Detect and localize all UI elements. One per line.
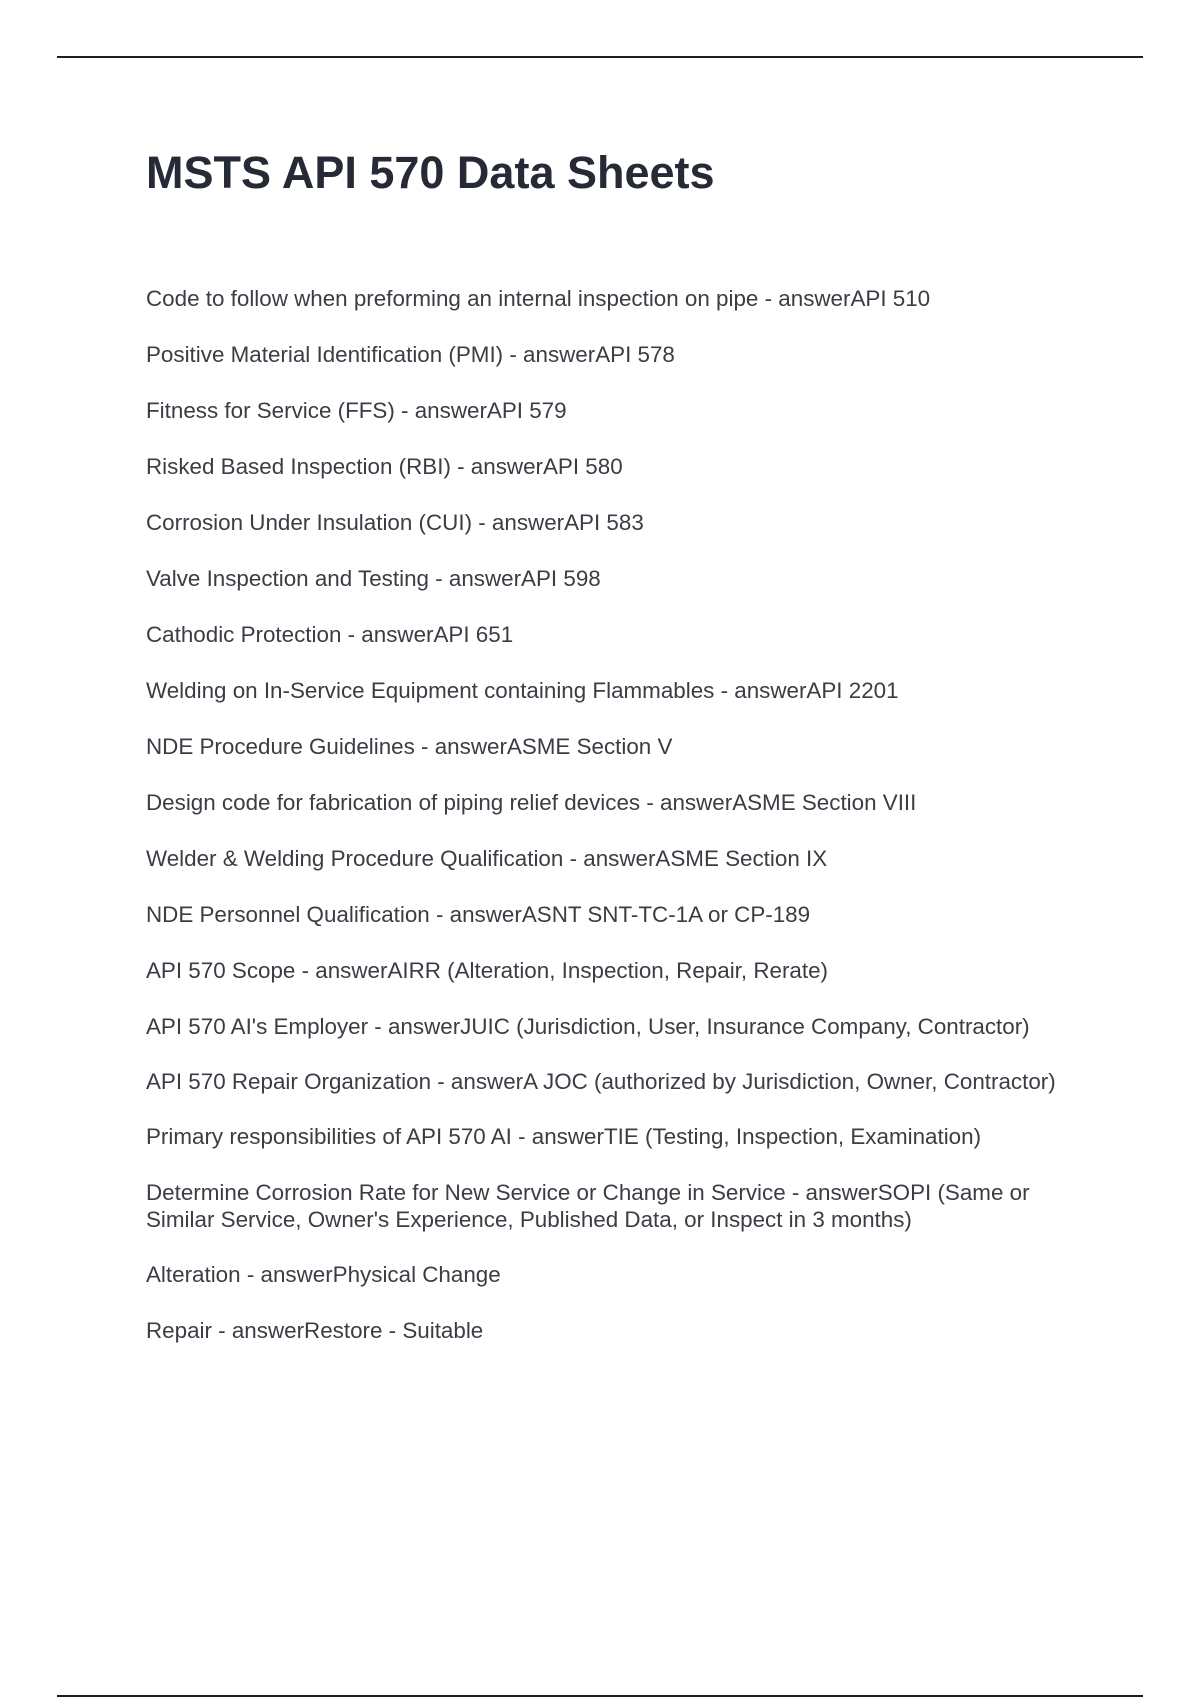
qa-entry: Risked Based Inspection (RBI) - answerAPI 580 [146, 454, 623, 479]
qa-entry: API 570 Repair Organization - answerA JOC (authorized by Jurisdiction, Owner, Contractor) [146, 1069, 1056, 1094]
top-rule [57, 56, 1143, 58]
qa-entry: NDE Personnel Qualification - answerASNT SNT-TC-1A or CP-189 [146, 902, 811, 927]
qa-entry: Alteration - answerPhysical Change [146, 1262, 501, 1287]
qa-entry: Design code for fabrication of piping relief devices - answerASME Section VIII [146, 790, 917, 815]
qa-entry: Code to follow when preforming an internal inspection on pipe - answerAPI 510 [146, 286, 931, 311]
qa-entry: Valve Inspection and Testing - answerAPI 598 [146, 566, 601, 591]
qa-entry: Determine Corrosion Rate for New Service or Change in Service - answerSOPI (Same or Similar Service, Owner's Experience, Published Data, or Inspect in 3 months) [146, 1180, 1030, 1232]
qa-entry: Corrosion Under Insulation (CUI) - answerAPI 583 [146, 510, 644, 535]
bottom-rule [57, 1695, 1143, 1697]
qa-entry: Primary responsibilities of API 570 AI - answerTIE (Testing, Inspection, Examination) [146, 1124, 982, 1149]
qa-list [146, 285, 1086, 1373]
qa-entry: Welding on In-Service Equipment containing Flammables - answerAPI 2201 [146, 678, 899, 703]
qa-entry: Cathodic Protection - answerAPI 651 [146, 622, 514, 647]
qa-entry: Fitness for Service (FFS) - answerAPI 579 [146, 398, 567, 423]
qa-entry: API 570 Scope - answerAIRR (Alteration, Inspection, Repair, Rerate) [146, 958, 828, 983]
page-title: MSTS API 570 Data Sheets [146, 147, 715, 198]
qa-entry: Welder & Welding Procedure Qualification - answerASME Section IX [146, 846, 828, 871]
qa-entry: API 570 AI's Employer - answerJUIC (Jurisdiction, User, Insurance Company, Contractor) [146, 1014, 1030, 1039]
qa-entry: Repair - answerRestore - Suitable [146, 1318, 484, 1343]
qa-entry: Positive Material Identification (PMI) - answerAPI 578 [146, 342, 675, 367]
qa-entry: NDE Procedure Guidelines - answerASME Section V [146, 734, 673, 759]
